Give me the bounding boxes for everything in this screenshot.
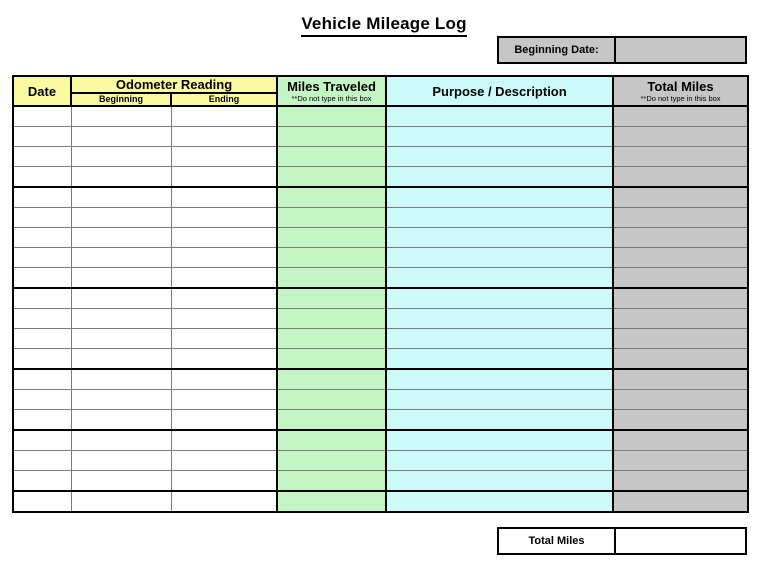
cell-date[interactable]: [13, 167, 71, 188]
cell-date[interactable]: [13, 187, 71, 208]
cell-miles: [277, 106, 386, 127]
total-miles-label: Total Miles: [499, 529, 616, 553]
cell-date[interactable]: [13, 471, 71, 492]
cell-date[interactable]: [13, 228, 71, 248]
cell-purpose[interactable]: [386, 471, 613, 492]
cell-purpose[interactable]: [386, 268, 613, 289]
cell-date[interactable]: [13, 288, 71, 309]
cell-date[interactable]: [13, 147, 71, 167]
table-row: [13, 187, 748, 208]
cell-ending[interactable]: [171, 106, 277, 127]
table-row: [13, 248, 748, 268]
table-header: [13, 76, 748, 106]
cell-ending[interactable]: [171, 187, 277, 208]
cell-total: [613, 491, 748, 512]
cell-beginning[interactable]: [71, 187, 171, 208]
cell-ending[interactable]: [171, 208, 277, 228]
header-date: Date: [13, 76, 71, 106]
cell-ending[interactable]: [171, 491, 277, 512]
cell-beginning[interactable]: [71, 147, 171, 167]
cell-miles: [277, 349, 386, 370]
cell-purpose[interactable]: [386, 309, 613, 329]
cell-purpose[interactable]: [386, 106, 613, 127]
cell-miles: [277, 471, 386, 492]
cell-purpose[interactable]: [386, 167, 613, 188]
header-odometer-ending: Ending: [171, 93, 277, 106]
cell-purpose[interactable]: [386, 410, 613, 431]
table-row: [13, 106, 748, 127]
cell-date[interactable]: [13, 430, 71, 451]
table-body: [13, 106, 748, 512]
cell-beginning[interactable]: [71, 349, 171, 370]
header-miles-traveled-label: Miles Traveled: [287, 78, 376, 94]
beginning-date-input[interactable]: [616, 38, 745, 62]
cell-ending[interactable]: [171, 268, 277, 289]
cell-beginning[interactable]: [71, 268, 171, 289]
cell-total: [613, 268, 748, 289]
cell-purpose[interactable]: [386, 288, 613, 309]
cell-total: [613, 147, 748, 167]
cell-date[interactable]: [13, 369, 71, 390]
cell-purpose[interactable]: [386, 430, 613, 451]
table-row: [13, 349, 748, 370]
cell-beginning[interactable]: [71, 410, 171, 431]
cell-purpose[interactable]: [386, 248, 613, 268]
cell-beginning[interactable]: [71, 390, 171, 410]
cell-miles: [277, 208, 386, 228]
cell-miles: [277, 491, 386, 512]
beginning-date-box: [497, 36, 747, 64]
cell-beginning[interactable]: [71, 451, 171, 471]
cell-miles: [277, 309, 386, 329]
cell-date[interactable]: [13, 127, 71, 147]
cell-miles: [277, 329, 386, 349]
cell-miles: [277, 288, 386, 309]
cell-total: [613, 471, 748, 492]
cell-total: [613, 349, 748, 370]
cell-purpose[interactable]: [386, 208, 613, 228]
header-purpose-description: Purpose / Description: [386, 76, 613, 106]
table-row: [13, 329, 748, 349]
cell-miles: [277, 187, 386, 208]
cell-miles: [277, 268, 386, 289]
table-row: [13, 228, 748, 248]
cell-beginning[interactable]: [71, 167, 171, 188]
cell-miles: [277, 451, 386, 471]
cell-miles: [277, 167, 386, 188]
cell-beginning[interactable]: [71, 471, 171, 492]
table-row: [13, 471, 748, 492]
cell-purpose[interactable]: [386, 349, 613, 370]
table-row: [13, 451, 748, 471]
cell-miles: [277, 430, 386, 451]
table-row: [13, 208, 748, 228]
cell-beginning[interactable]: [71, 288, 171, 309]
cell-date[interactable]: [13, 268, 71, 289]
header-total-miles-label: Total Miles: [647, 78, 714, 94]
cell-ending[interactable]: [171, 430, 277, 451]
cell-date[interactable]: [13, 248, 71, 268]
cell-ending[interactable]: [171, 390, 277, 410]
total-miles-box: [497, 527, 747, 555]
cell-total: [613, 167, 748, 188]
cell-beginning[interactable]: [71, 309, 171, 329]
cell-ending[interactable]: [171, 288, 277, 309]
table-row: [13, 430, 748, 451]
cell-purpose[interactable]: [386, 491, 613, 512]
header-total-miles-note: **Do not type in this box: [640, 93, 721, 103]
cell-total: [613, 390, 748, 410]
cell-date[interactable]: [13, 208, 71, 228]
cell-total: [613, 309, 748, 329]
table-row: [13, 127, 748, 147]
cell-date[interactable]: [13, 451, 71, 471]
cell-purpose[interactable]: [386, 329, 613, 349]
cell-total: [613, 369, 748, 390]
cell-ending[interactable]: [171, 471, 277, 492]
table-row: [13, 369, 748, 390]
cell-purpose[interactable]: [386, 228, 613, 248]
cell-total: [613, 288, 748, 309]
cell-purpose[interactable]: [386, 147, 613, 167]
cell-ending[interactable]: [171, 410, 277, 431]
cell-beginning[interactable]: [71, 369, 171, 390]
cell-purpose[interactable]: [386, 187, 613, 208]
cell-total: [613, 208, 748, 228]
cell-beginning[interactable]: [71, 430, 171, 451]
cell-miles: [277, 228, 386, 248]
cell-purpose[interactable]: [386, 390, 613, 410]
cell-total: [613, 228, 748, 248]
cell-beginning[interactable]: [71, 329, 171, 349]
table-row: [13, 268, 748, 289]
cell-ending[interactable]: [171, 329, 277, 349]
table-row: [13, 410, 748, 431]
cell-ending[interactable]: [171, 167, 277, 188]
cell-date[interactable]: [13, 106, 71, 127]
cell-total: [613, 127, 748, 147]
cell-miles: [277, 369, 386, 390]
cell-ending[interactable]: [171, 248, 277, 268]
cell-total: [613, 430, 748, 451]
cell-total: [613, 248, 748, 268]
cell-total: [613, 329, 748, 349]
cell-beginning[interactable]: [71, 127, 171, 147]
cell-miles: [277, 410, 386, 431]
table-row: [13, 491, 748, 512]
cell-date[interactable]: [13, 329, 71, 349]
cell-date[interactable]: [13, 309, 71, 329]
cell-purpose[interactable]: [386, 451, 613, 471]
page-title: Vehicle Mileage Log: [301, 14, 466, 37]
cell-beginning[interactable]: [71, 248, 171, 268]
table-row: [13, 167, 748, 188]
header-miles-traveled: [277, 76, 386, 106]
cell-date[interactable]: [13, 349, 71, 370]
beginning-date-label: Beginning Date:: [499, 38, 616, 62]
cell-beginning[interactable]: [71, 106, 171, 127]
cell-ending[interactable]: [171, 451, 277, 471]
cell-date[interactable]: [13, 390, 71, 410]
cell-ending[interactable]: [171, 369, 277, 390]
table-row: [13, 390, 748, 410]
cell-purpose[interactable]: [386, 369, 613, 390]
header-total-miles: [613, 76, 748, 106]
header-odometer-beginning: Beginning: [71, 93, 171, 106]
table-row: [13, 288, 748, 309]
mileage-log-table: [12, 75, 749, 513]
cell-miles: [277, 127, 386, 147]
cell-total: [613, 187, 748, 208]
cell-ending[interactable]: [171, 349, 277, 370]
cell-beginning[interactable]: [71, 491, 171, 512]
cell-ending[interactable]: [171, 228, 277, 248]
cell-purpose[interactable]: [386, 127, 613, 147]
cell-beginning[interactable]: [71, 228, 171, 248]
table-row: [13, 147, 748, 167]
cell-miles: [277, 390, 386, 410]
cell-miles: [277, 147, 386, 167]
header-row-top: [13, 76, 748, 93]
header-miles-traveled-note: **Do not type in this box: [291, 93, 372, 103]
cell-ending[interactable]: [171, 309, 277, 329]
cell-total: [613, 451, 748, 471]
page-title-container: [0, 14, 768, 37]
cell-miles: [277, 248, 386, 268]
cell-ending[interactable]: [171, 127, 277, 147]
cell-beginning[interactable]: [71, 208, 171, 228]
header-odometer-reading: Odometer Reading: [71, 76, 277, 93]
cell-total: [613, 410, 748, 431]
total-miles-value: [616, 529, 745, 553]
cell-total: [613, 106, 748, 127]
table-row: [13, 309, 748, 329]
cell-ending[interactable]: [171, 147, 277, 167]
cell-date[interactable]: [13, 410, 71, 431]
cell-date[interactable]: [13, 491, 71, 512]
